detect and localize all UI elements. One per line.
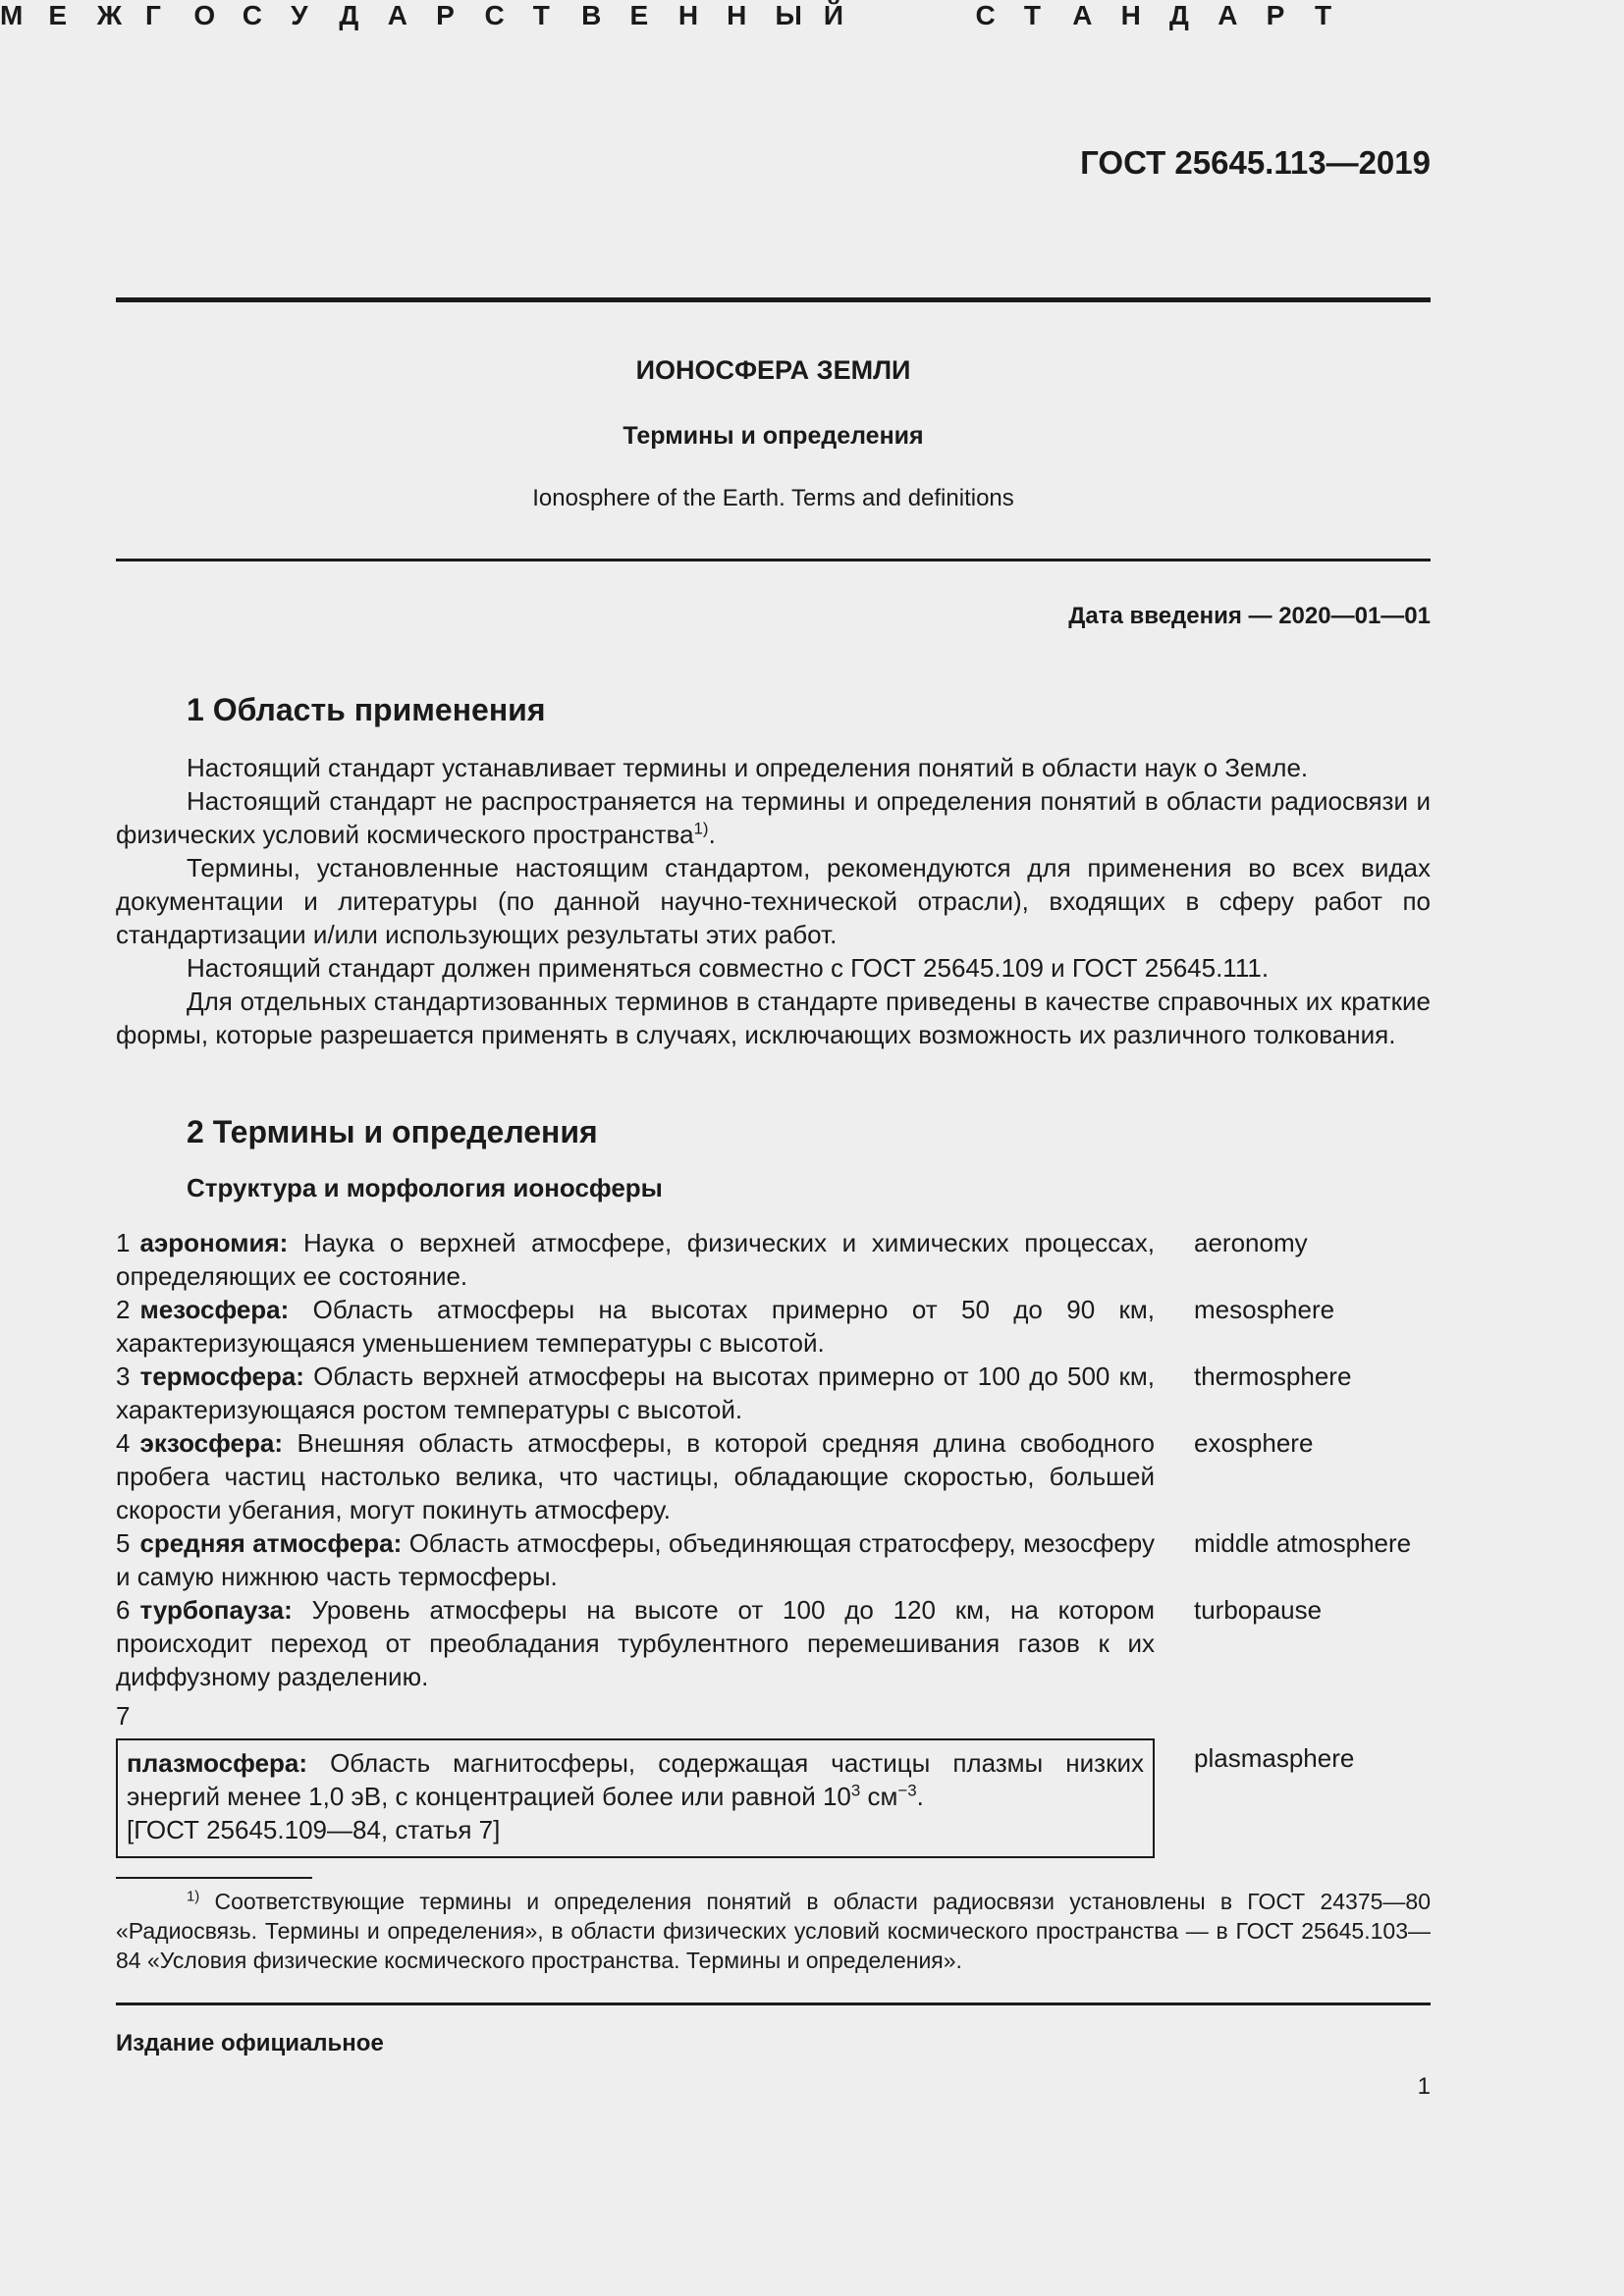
page-number: 1 bbox=[1417, 2073, 1431, 2100]
term-number: 6 bbox=[116, 1595, 131, 1625]
term-name: экзосфера: bbox=[139, 1428, 283, 1458]
term-definition: 2 мезосфера: Область атмосферы на высотах примерно от 50 до 90 км, характеризующаяся уменьшением температуры с высотой. bbox=[116, 1295, 1155, 1358]
term-name: средняя атмосфера: bbox=[139, 1528, 403, 1558]
paragraph: Настоящий стандарт не распространяется на термины и определения понятий в области радиосвязи и физических условий космического пространства$^{1)}$. bbox=[116, 786, 1431, 849]
footer-divider bbox=[116, 2002, 1431, 2005]
document-title: ИОНОСФЕРА ЗЕМЛИ bbox=[635, 355, 911, 385]
term-name: аэрономия: bbox=[139, 1228, 289, 1257]
term-number: 7 bbox=[116, 1701, 131, 1731]
official-edition-label: Издание официальное bbox=[116, 2030, 384, 2056]
term-7-box bbox=[116, 1738, 1155, 1858]
term-reference: [ГОСТ 25645.109—84, статья 7] bbox=[127, 1815, 501, 1844]
banner-gap bbox=[872, 0, 927, 31]
title-divider bbox=[116, 559, 1431, 561]
document-subtitle: Термины и определения bbox=[623, 422, 924, 450]
term-english: middle atmosphere bbox=[1194, 1528, 1412, 1558]
term-definition: плазмосфера: Область магнитосферы, содержащая частицы плазмы низких энергий менее 1,0 эВ, с концентрацией более или равной $10^3$ $см^{-3}$. bbox=[127, 1748, 1144, 1811]
term-entry bbox=[116, 1293, 1431, 1360]
term-name: турбопауза: bbox=[139, 1595, 293, 1625]
term-number: 2 bbox=[116, 1295, 131, 1324]
term-number: 4 bbox=[116, 1428, 131, 1458]
document-number: ГОСТ 25645.113—2019 bbox=[1080, 144, 1431, 181]
paragraph: Настоящий стандарт устанавливает термины и определения понятий в области наук о Земле. bbox=[187, 753, 1309, 782]
footnote-divider bbox=[116, 1877, 312, 1879]
section-1-heading: 1 Область применения bbox=[187, 692, 546, 727]
paragraph: Термины, установленные настоящим стандартом, рекомендуются для применения во всех видах документации и литературы (по данной научно-технической отрасли), входящих в сферу работ по стандартизации и/или использующих результаты этих работ. bbox=[116, 853, 1431, 949]
term-entry bbox=[116, 1360, 1431, 1426]
term-english: plasmasphere bbox=[1194, 1743, 1355, 1773]
term-number: 1 bbox=[116, 1228, 131, 1257]
section-1-body bbox=[116, 751, 1431, 1051]
term-definition: 6 турбопауза: Уровень атмосферы на высоте от 100 до 120 км, на котором происходит переход от преобладания турбулентного перемешивания газов к их диффузному разделению. bbox=[116, 1595, 1155, 1691]
paragraph: Настоящий стандарт должен применяться совместно с ГОСТ 25645.109 и ГОСТ 25645.111. bbox=[187, 953, 1270, 983]
term-number: 3 bbox=[116, 1362, 131, 1391]
introduction-date: Дата введения — 2020—01—01 bbox=[1068, 603, 1431, 629]
term-english: turbopause bbox=[1194, 1595, 1323, 1625]
section-2-heading: 2 Термины и определения bbox=[187, 1114, 598, 1149]
term-english: mesosphere bbox=[1194, 1295, 1335, 1324]
term-number: 5 bbox=[116, 1528, 131, 1558]
term-english: thermosphere bbox=[1194, 1362, 1352, 1391]
term-name: плазмосфера: bbox=[127, 1748, 308, 1778]
term-name: мезосфера: bbox=[139, 1295, 290, 1324]
term-english: aeronomy bbox=[1194, 1228, 1308, 1257]
term-entry bbox=[116, 1426, 1431, 1526]
term-name: термосфера: bbox=[139, 1362, 304, 1391]
term-entry bbox=[116, 1593, 1431, 1693]
term-definition: 3 термосфера: Область верхней атмосферы на высотах примерно от 100 до 500 км, характеризующаяся ростом температуры с высотой. bbox=[116, 1362, 1155, 1424]
term-definition: 4 экзосфера: Внешняя область атмосферы, в которой средняя длина свободного пробега частиц настолько велика, что частицы, обладающие скоростью, большей скорости убегания, могут покинуть атмосферу. bbox=[116, 1428, 1155, 1524]
document-title-english: Ionosphere of the Earth. Terms and definitions bbox=[532, 485, 1014, 511]
footnote: $^{1)}$ Соответствующие термины и определения понятий в области радиосвязи установлены в ГОСТ 24375—80 «Радиосвязь. Термины и определения», в области физических условий космического пространства — в ГОСТ 25645.103—84 «Условия физические космического пространства. Термины и определения». bbox=[116, 1888, 1431, 1973]
paragraph: Для отдельных стандартизованных терминов в стандарте приведены в качестве справочных их краткие формы, которые разрешается применять в случаях, исключающих возможность их различного толкования. bbox=[116, 987, 1431, 1049]
header-divider bbox=[116, 297, 1431, 302]
terms-list bbox=[116, 1226, 1431, 1693]
term-entry bbox=[116, 1526, 1431, 1593]
term-english: exosphere bbox=[1194, 1428, 1314, 1458]
term-definition: 5 средняя атмосфера: Область атмосферы, объединяющая стратосферу, мезосферу и самую нижнюю часть термосферы. bbox=[116, 1528, 1155, 1591]
term-definition: 1 аэрономия: Наука о верхней атмосфере, физических и химических процессах, определяющих ее состояние. bbox=[116, 1228, 1155, 1291]
term-entry bbox=[116, 1226, 1431, 1293]
subsection-heading: Структура и морфология ионосферы bbox=[187, 1173, 663, 1202]
standard-banner: М Е Ж Г О С У Д А Р С Т В Е Н Н Ы Й С Т А Н Д А Р Т bbox=[0, 0, 1332, 30]
footnote-reference: 1) bbox=[693, 819, 709, 838]
